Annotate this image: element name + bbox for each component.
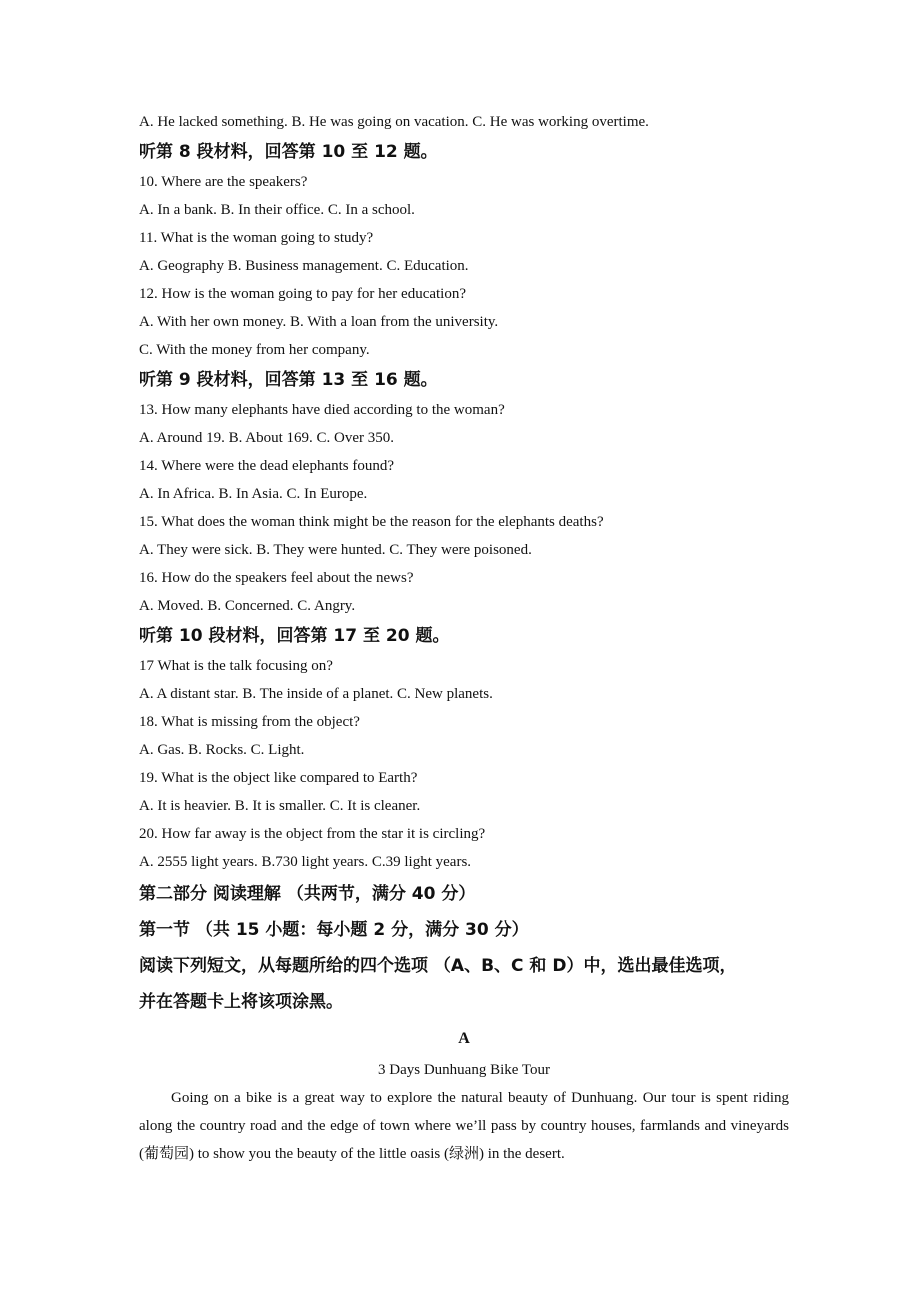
question-line: A. Gas. B. Rocks. C. Light. — [139, 742, 305, 758]
question-line: 13. How many elephants have died according to the woman? — [139, 402, 505, 418]
passage-letter: A — [458, 1030, 470, 1047]
question-line: A. They were sick. B. They were hunted. C. They were poisoned. — [139, 542, 532, 558]
question-line: 11. What is the woman going to study? — [139, 230, 374, 246]
section-heading: 听第 8 段材料，回答第 10 至 12 题。 — [139, 142, 438, 162]
question-line: 19. What is the object like compared to Earth? — [139, 770, 418, 786]
question-line: 10. Where are the speakers? — [139, 174, 308, 190]
section-heading: 听第 9 段材料，回答第 13 至 16 题。 — [139, 370, 438, 390]
question-line: A. In a bank. B. In their office. C. In a school. — [139, 202, 415, 218]
passage-title: 3 Days Dunhuang Bike Tour — [378, 1062, 550, 1078]
question-line: 18. What is missing from the object? — [139, 714, 360, 730]
instruction-line-2: 并在答题卡上将该项涂黑。 — [139, 992, 343, 1012]
question-line: A. Around 19. B. About 169. C. Over 350. — [139, 430, 394, 446]
question-line: 15. What does the woman think might be the reason for the elephants deaths? — [139, 514, 604, 530]
question-line: 12. How is the woman going to pay for her education? — [139, 286, 467, 302]
document-page — [139, 108, 789, 1168]
question-line: A. Moved. B. Concerned. C. Angry. — [139, 598, 356, 614]
listening-questions — [139, 108, 789, 876]
question-line: A. Geography B. Business management. C. Education. — [139, 258, 469, 274]
instruction-line-1: 阅读下列短文，从每题所给的四个选项 （A、B、C 和 D）中，选出最佳选项， — [139, 956, 737, 976]
question-line: A. In Africa. B. In Asia. C. In Europe. — [139, 486, 368, 502]
part-two-title: 第二部分 阅读理解 （共两节，满分 40 分） — [139, 884, 476, 904]
section-heading: 听第 10 段材料，回答第 17 至 20 题。 — [139, 626, 450, 646]
section-one-title: 第一节 （共 15 小题：每小题 2 分，满分 30 分） — [139, 920, 529, 940]
question-line: A. 2555 light years. B.730 light years. C.39 light years. — [139, 854, 472, 870]
question-line: A. He lacked something. B. He was going on vacation. C. He was working overtime. — [139, 114, 649, 130]
question-line: C. With the money from her company. — [139, 342, 370, 358]
question-line: A. With her own money. B. With a loan from the university. — [139, 314, 499, 330]
question-line: 16. How do the speakers feel about the news? — [139, 570, 414, 586]
question-line: 17 What is the talk focusing on? — [139, 658, 333, 674]
question-line: 14. Where were the dead elephants found? — [139, 458, 395, 474]
question-line: A. A distant star. B. The inside of a planet. C. New planets. — [139, 686, 493, 702]
question-line: 20. How far away is the object from the star it is circling? — [139, 826, 486, 842]
question-line: A. It is heavier. B. It is smaller. C. It is cleaner. — [139, 798, 421, 814]
passage-body: Going on a bike is a great way to explore the natural beauty of Dunhuang. Our tour is spent riding along the country road and the edge of town where we’ll pass by country houses, farmlands and vineyards (葡萄园) to show you the beauty of the little oasis (绿洲) in the desert. — [139, 1090, 789, 1162]
